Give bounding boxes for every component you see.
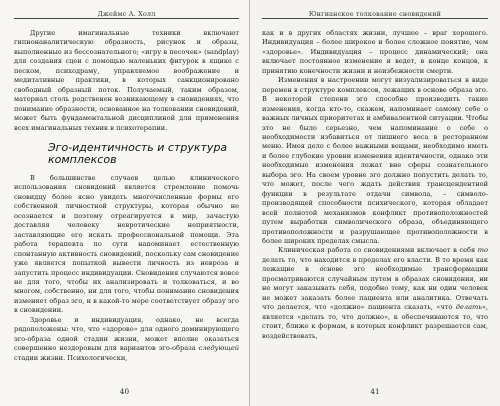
- header-title: Юнгианское толкование сновидений: [308, 10, 442, 18]
- paragraph-continuation: как и в других областях жизни, лучшее – враг хорошего. Индивидуация – более широкое и более сложное понятие, чем «здоровье». Индивидуация – процесс динамический; она включает постоянное изменение и ведет, в конце концов, к принятию конечности жизни и неизбежности смерти.: [262, 29, 488, 75]
- paragraph-clinical-use: В большинстве случаев целью клинического использования сновидений является стремление помочь сновидцу более ясно увидеть многочисленные формы его собственной личностной структуры, которая обычно не осознается и поэтому отреагируется в мир, зачастую доставляя человеку невротические неприятности, заставляющие его искать профессиональной помощи. Эта работа терапевта по сути напоминает естественную спонтанную активность сновидений, поскольку сам сновидение уже является попыткой вывести личность из невроза и запустить процесс индивидуации. Сновидения случаются вовсе не для того, чтобы их анализировать и толковаться, и во многом, собственно, ни для того, чтобы понимание сновидения изменяет образ эго, и в какой-то мере соответствует образу эго в сновидении.: [14, 173, 239, 315]
- para3r-end: », является «делать то, что должно», к обеспечиваются то, что стоит, ближе к формам, в которых конфликт разрешается сам, воздействовать,: [262, 303, 488, 340]
- para3-emphasis: следующей: [198, 344, 239, 353]
- para3r-start: Клиническая работа со сновидениями включает в себя: [278, 246, 478, 255]
- paragraph-health-individuation: [14, 316, 239, 363]
- para3-end: стадии жизни. Психологически,: [14, 353, 128, 362]
- paragraph-mood-changes: Изменения в настроении могут визуализироваться в виде перемен в структуре комплексов, лежащих в основе образа эго. В некоторой степени эго способно производить такие изменения, когда кто-то, скажем, напоминает самому себе о важных личных приоритетах и амбивалентной ситуации. Чтобы это не было серьезно, чем напоминание о себе о необходимости избавиться от лишнего веса в ресторанном меню. Имея дело с более важными вещами, необходимо иметь и более глубокие уровни изменения идентичности, однако эти необходимые изменения лежат вне сферы сознательного выбора эго. На своем уровне эго должно попустить делать то, что может, после чего ждать действия трансцендентной функции в результате отдачи символа, – символо-производящей способности психического, которая обладает всей полнотой механизмов конфликт противоположностей путем выработки символического образа, объединяющего противоположности и разрушающее противоположности в более широких пределах смысла.: [262, 76, 488, 245]
- running-header-left: [14, 0, 239, 19]
- page-number-left: 40: [119, 387, 130, 396]
- section-heading: Эго-идентичность и структура комплексов: [48, 140, 228, 166]
- para3-start: Здоровье и индивидуация, однако, не всегда рядоположены: что, что «здорово» для одного доминирующего эго-образа одной стадии жизни, может вполне оказаться совершенно нездоровым для вариантов эго-образа: [14, 315, 239, 353]
- paragraph-imaginal-techniques: Другие имагинальные техники включают гипнонаналитическую образность, рисунок и образы, выполненные из бессознательного; «игру в песочек» (sandplay) для создания сцен с помощью маленьких фигурок в ящике с песком, психодраму, управляемое воображение и медитативные практики, в которых санкционировано свободный образный поток. Получаемый, таким образом, материал столь родственен возникающему в сновидениях, что понимание образности, основанное на толковании сновидений, может быть фундаментальной дисциплиной для применения всех имагинальных техник в психотерапии.: [14, 29, 239, 132]
- paragraph-clinical-work: [262, 246, 488, 341]
- header-author: Джеймс А. Холл: [97, 10, 156, 18]
- page-number-right: 41: [370, 387, 380, 396]
- running-header-right: [262, 0, 488, 19]
- right-page: [250, 0, 500, 406]
- para3r-mid: делать то, что находится в пределах его власти. В то время как лежащие в основе эго необходимые трансформации просматриваются случайным путем в образах сновидения, ни не могут заказывать себя, подобно тому, как ни один человек не может заказать более пациента или аналитика. Отвечать что делается, что «должно» пациента сказать, «что: [262, 255, 488, 312]
- para3r-em1: то: [477, 246, 488, 255]
- para3r-em2: делать: [455, 303, 482, 312]
